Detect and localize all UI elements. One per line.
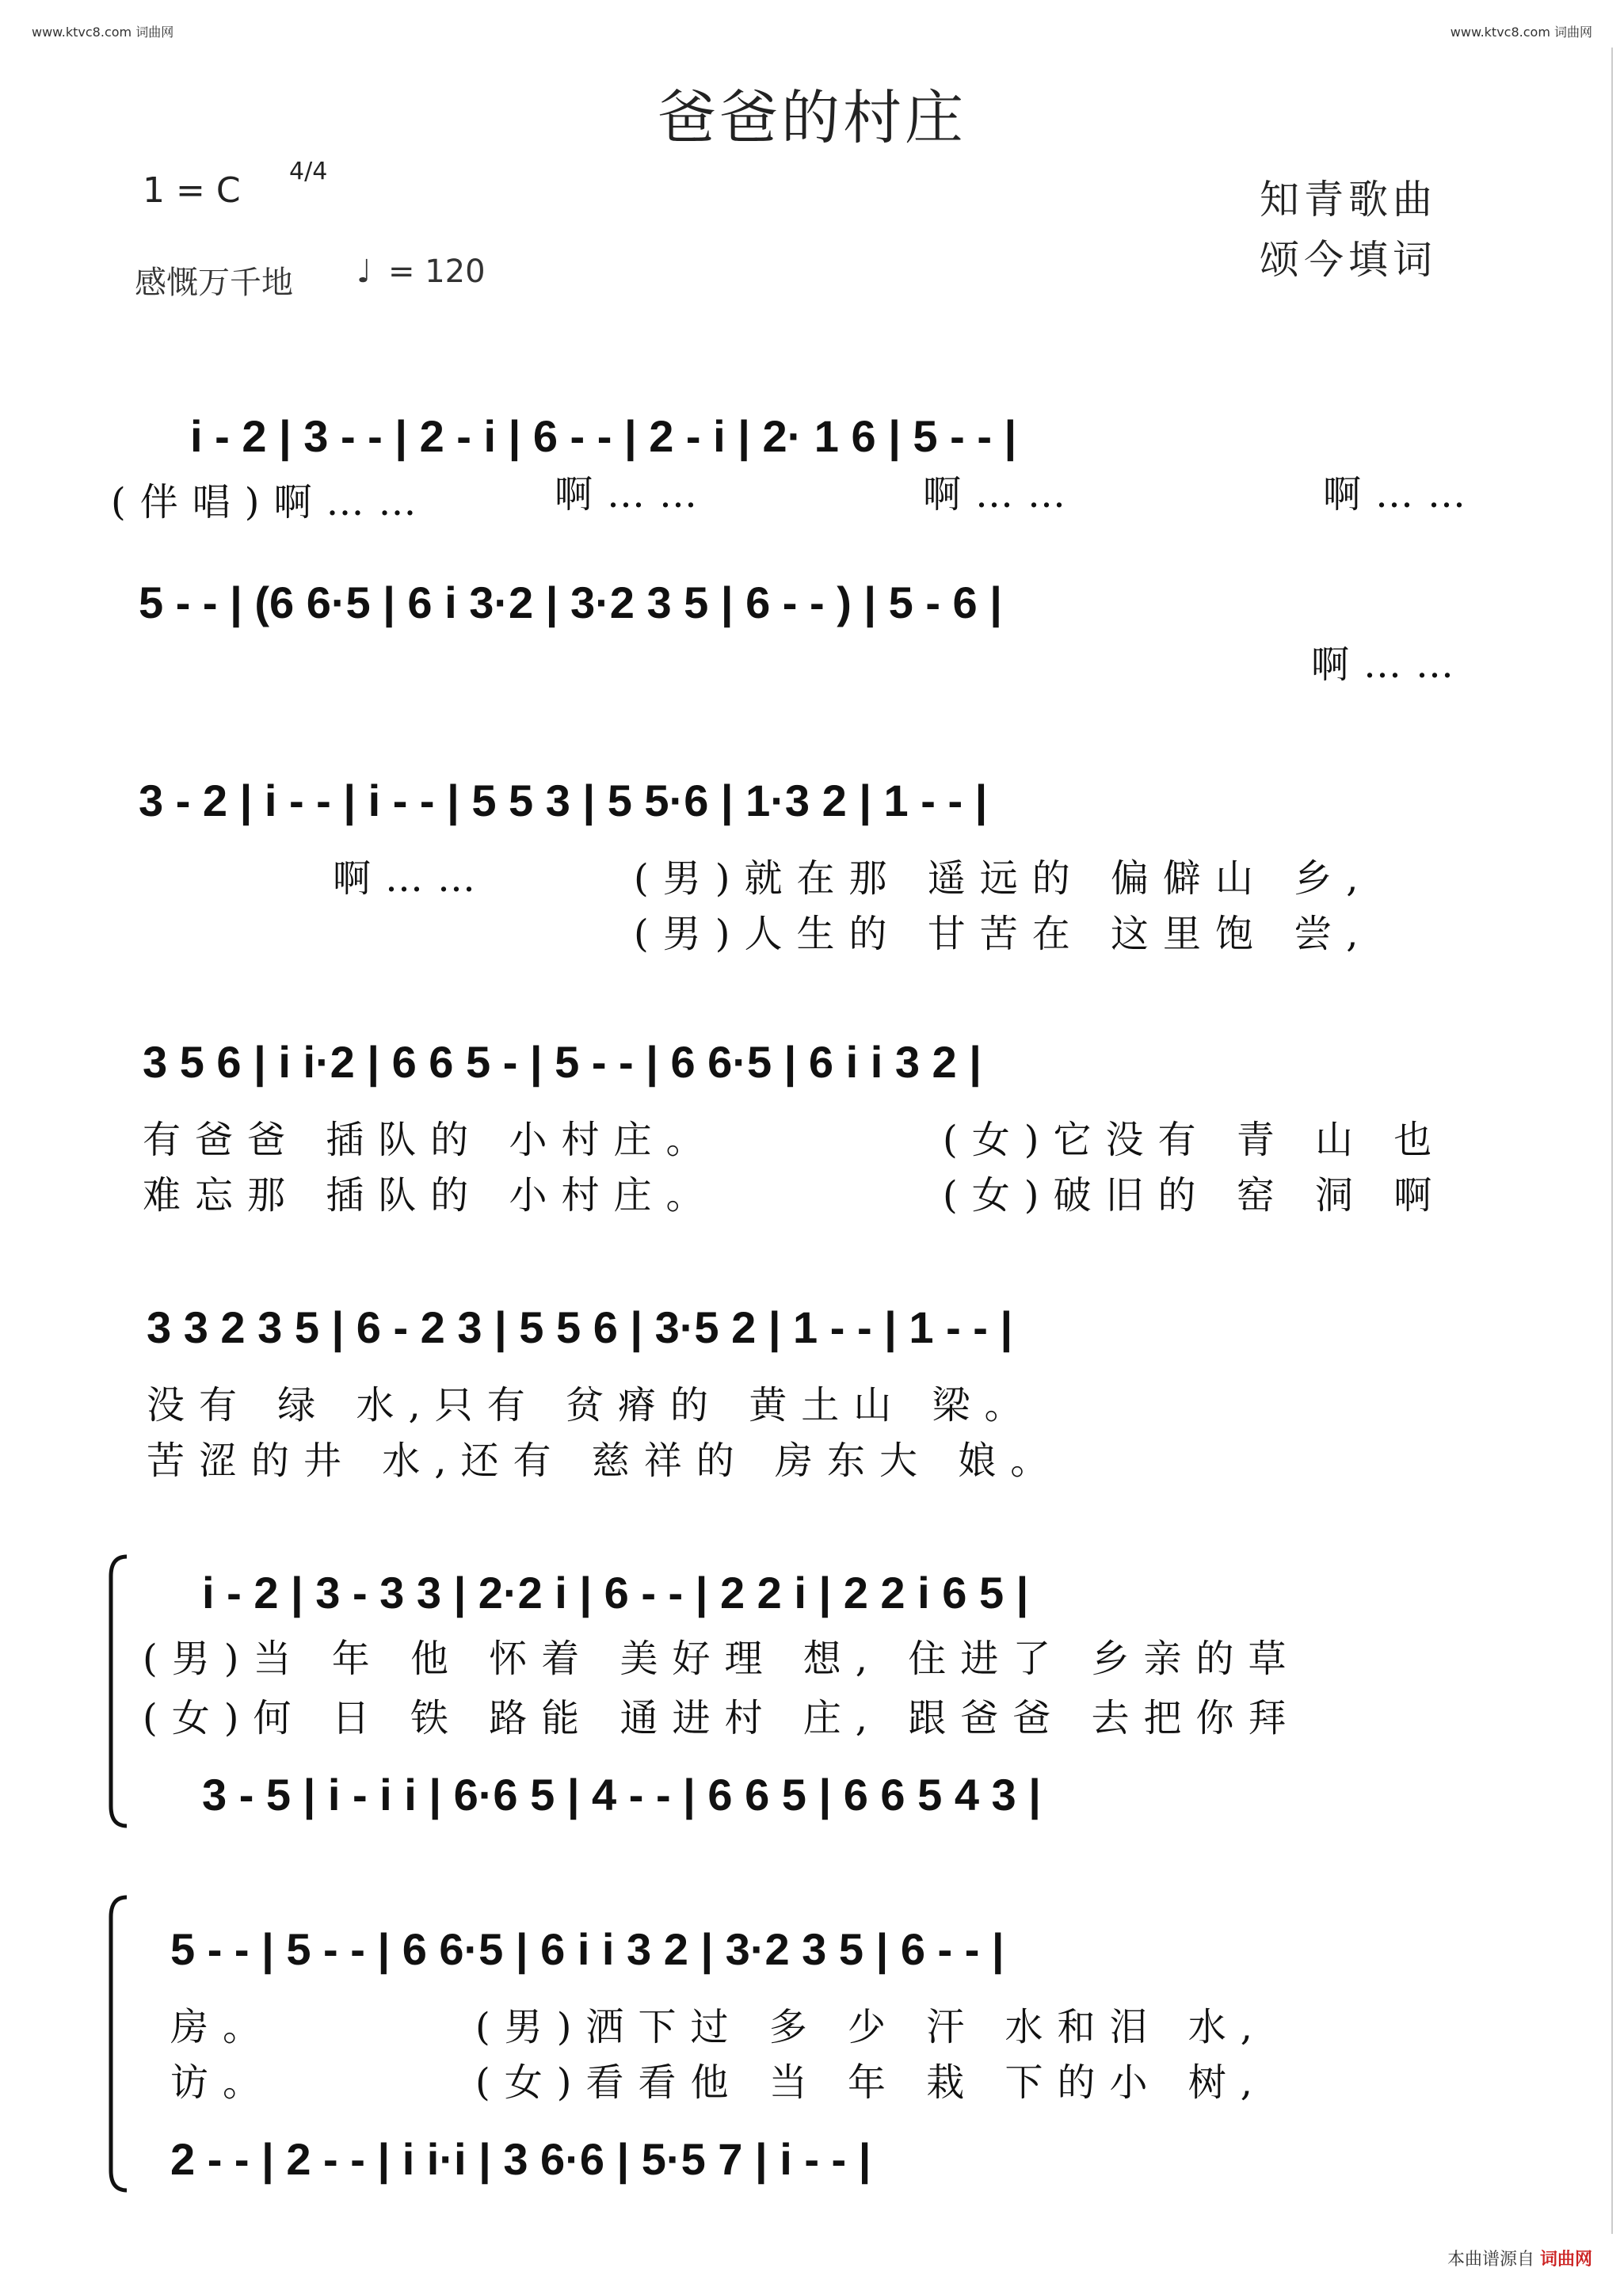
- system-1: [111, 411, 1480, 524]
- system-7-brace: [111, 1897, 127, 2190]
- system-6: [111, 1557, 1301, 1826]
- system-7-lyric-2a: 访。: [170, 2060, 276, 2105]
- site-watermark-right: www.ktvc8.com 词曲网: [1450, 25, 1592, 40]
- system-3-lyric-1b: (男)就在那 遥远的 偏僻山 乡,: [634, 856, 1373, 901]
- system-2-lyric-1: 啊……: [1311, 642, 1469, 687]
- system-2-notes: 5 - - | (6 6·5 | 6 i 3·2 | 3·2 3 5 | 6 - - ) | 5 - 6 |: [139, 577, 1002, 627]
- system-6-notes-lower: 3 - 5 | i - i i | 6·6 5 | 4 - - | 6 6 5 | 6 6 5 4 3 |: [202, 1770, 1041, 1820]
- system-5-lyric-1: 没有 绿 水,只有 贫瘠的 黄土山 梁。: [147, 1383, 1037, 1427]
- quarter-note-icon: ♩: [356, 253, 372, 290]
- system-7-lyric-2b: (女)看看他 当 年 栽 下的小 树,: [475, 2060, 1268, 2105]
- page-title: 爸爸的村庄: [658, 84, 966, 152]
- key-signature: 1 = C: [143, 170, 241, 211]
- footer-site[interactable]: 词曲网: [1539, 2250, 1592, 2270]
- system-7-notes-upper: 5 - - | 5 - - | 6 6·5 | 6 i i 3 2 | 3·2 3 5 | 6 - - |: [170, 1924, 1005, 1974]
- system-4: [143, 1037, 1446, 1218]
- system-1-lyric-3: 啊……: [923, 472, 1081, 516]
- system-4-lyric-2b: (女)破旧的 窑 洞 啊: [943, 1173, 1447, 1218]
- system-4-lyric-1a: 有爸爸 插队的 小村庄。: [143, 1118, 719, 1162]
- time-signature: 4/4: [289, 158, 328, 185]
- system-4-notes: 3 5 6 | i i·2 | 6 6 5 - | 5 - - | 6 6·5 | 6 i i 3 2 |: [143, 1037, 982, 1087]
- system-1-lyric-1: (伴唱)啊……: [111, 480, 431, 524]
- lyricist-credit: 颂今填词: [1260, 237, 1437, 283]
- system-2: [139, 577, 1468, 687]
- system-6-notes-upper: i - 2 | 3 - 3 3 | 2·2 i | 6 - - | 2 2 i | 2 2 i 6 5 |: [202, 1568, 1029, 1618]
- tempo-text: 感慨万千地: [135, 265, 293, 301]
- system-7-lyric-1b: (男)洒下过 多 少 汗 水和泪 水,: [475, 2005, 1268, 2049]
- system-6-brace: [111, 1557, 127, 1826]
- system-3: [139, 776, 1373, 956]
- system-3-lyric-1a: 啊……: [333, 856, 490, 901]
- system-1-lyric-4: 啊……: [1323, 472, 1481, 516]
- system-1-lyric-2: 啊……: [555, 472, 712, 516]
- system-5-lyric-2: 苦涩的井 水,还有 慈祥的 房东大 娘。: [147, 1439, 1063, 1483]
- system-1-notes: i - 2 | 3 - - | 2 - i | 6 - - | 2 - i | 2· 1 6 | 5 - - |: [190, 411, 1017, 461]
- system-6-lyric-1: (男)当 年 他 怀着 美好理 想, 住进了 乡亲的草: [143, 1637, 1301, 1681]
- system-6-lyric-2: (女)何 日 铁 路能 通进村 庄, 跟爸爸 去把你拜: [143, 1696, 1301, 1740]
- system-5: [147, 1302, 1062, 1483]
- system-4-lyric-1b: (女)它没有 青 山 也: [943, 1118, 1447, 1162]
- footer-source: [1447, 2246, 1592, 2270]
- site-watermark-left: www.ktvc8.com 词曲网: [32, 25, 174, 40]
- system-7-notes-lower: 2 - - | 2 - - | i i·i | 3 6·6 | 5·5 7 | i - - |: [170, 2134, 871, 2184]
- footer-source-label: 本曲谱源自: [1447, 2250, 1534, 2270]
- system-4-lyric-2a: 难忘那 插队的 小村庄。: [143, 1173, 719, 1218]
- system-7-lyric-1a: 房。: [170, 2005, 276, 2049]
- system-7: [111, 1897, 1267, 2190]
- tempo-value: = 120: [388, 253, 486, 290]
- composer-credit: 知青歌曲: [1260, 177, 1437, 223]
- system-3-lyric-2: (男)人生的 甘苦在 这里饱 尝,: [634, 912, 1373, 956]
- system-3-notes: 3 - 2 | i - - | i - - | 5 5 3 | 5 5·6 | 1·3 2 | 1 - - |: [139, 776, 988, 825]
- system-5-notes: 3 3 2 3 5 | 6 - 2 3 | 5 5 6 | 3·5 2 | 1 - - | 1 - - |: [147, 1302, 1013, 1352]
